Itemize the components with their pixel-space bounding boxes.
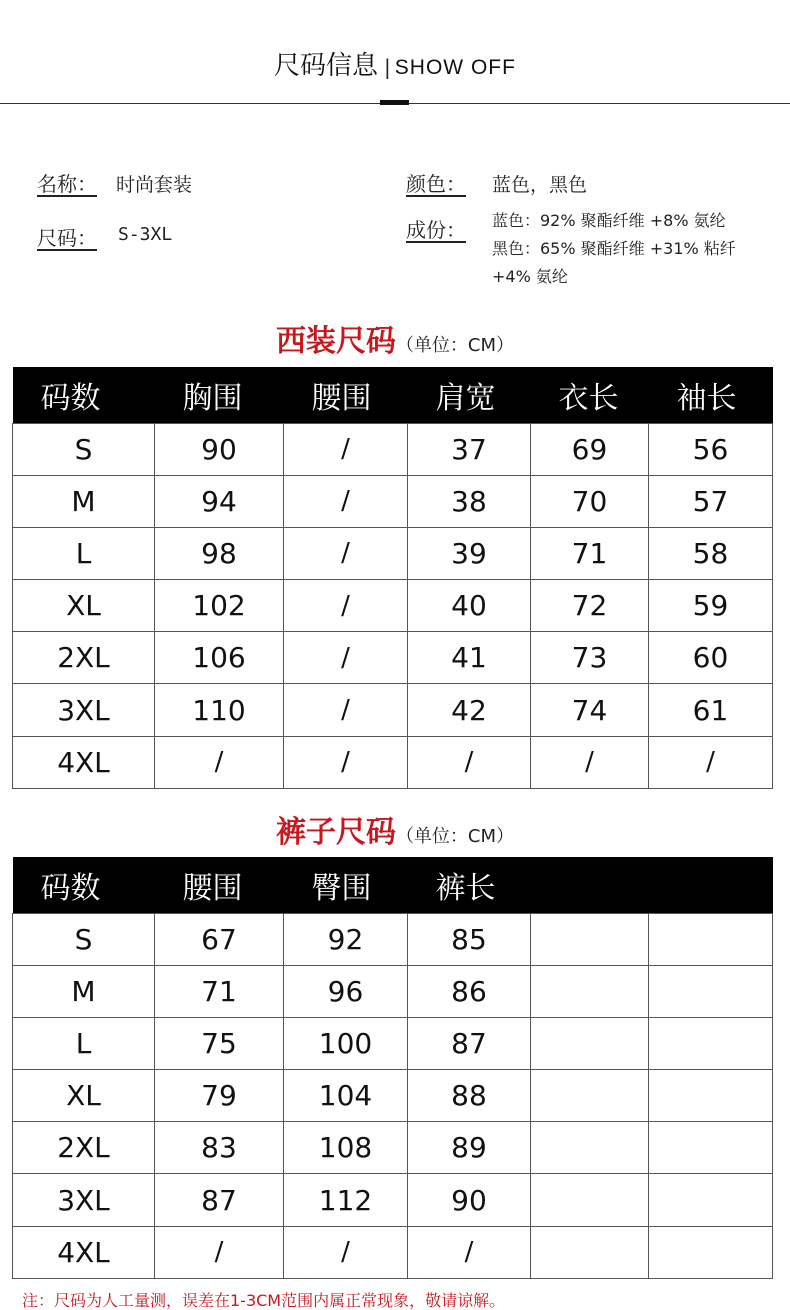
measurement-cell: / (155, 1226, 284, 1278)
table-row (13, 423, 773, 475)
measurement-cell: 72 (531, 580, 649, 632)
measurement-cell: 89 (408, 1122, 531, 1174)
pants-section-title (0, 807, 790, 851)
composition-line-2: 黑色：65% 聚酯纤维 +31% 粘纤 (492, 239, 736, 258)
table-row (13, 1226, 773, 1278)
measurement-cell: 71 (155, 965, 284, 1017)
composition-line-1: 蓝色：92% 聚酯纤维 +8% 氨纶 (492, 211, 726, 230)
name-value: 时尚套装 (116, 174, 193, 196)
measurement-cell (649, 1174, 773, 1226)
measurement-cell: / (284, 684, 408, 736)
size-cell: L (13, 527, 155, 579)
table-row (13, 475, 773, 527)
size-cell: XL (13, 580, 155, 632)
measurement-cell: 61 (649, 684, 773, 736)
column-header (649, 857, 773, 913)
measurement-cell: 108 (284, 1122, 408, 1174)
measurement-cell: / (531, 736, 649, 788)
header-accent-bar (380, 100, 409, 105)
name-label: 名称： (37, 172, 97, 196)
page-title (0, 48, 790, 86)
table-header-row (13, 367, 773, 423)
table-row (13, 1174, 773, 1226)
measurement-cell (649, 1226, 773, 1278)
measurement-cell: 39 (408, 527, 531, 579)
size-cell: 4XL (13, 736, 155, 788)
measurement-cell: 70 (531, 475, 649, 527)
composition-label: 成份： (406, 218, 466, 242)
measurement-cell: 106 (155, 632, 284, 684)
measurement-cell: 42 (408, 684, 531, 736)
measurement-cell: 75 (155, 1017, 284, 1069)
table-row (13, 913, 773, 965)
measurement-cell: 104 (284, 1070, 408, 1122)
composition-line-3: +4% 氨纶 (492, 267, 568, 286)
measurement-cell: / (284, 1226, 408, 1278)
column-header (531, 857, 649, 913)
measurement-cell: / (408, 1226, 531, 1278)
measurement-cell (531, 1070, 649, 1122)
column-header: 衣长 (531, 367, 649, 423)
pants-title: 裤子尺码 (275, 815, 396, 850)
column-header: 胸围 (155, 367, 284, 423)
measurement-cell: 79 (155, 1070, 284, 1122)
size-cell: M (13, 965, 155, 1017)
measurement-cell: 57 (649, 475, 773, 527)
measurement-cell (649, 965, 773, 1017)
size-cell: 3XL (13, 684, 155, 736)
measurement-cell: 37 (408, 423, 531, 475)
measurement-cell: / (284, 475, 408, 527)
measurement-cell: 90 (155, 423, 284, 475)
footnote: 注：尺码为人工量测，误差在1-3CM范围内属正常现象，敬请谅解。 (22, 1291, 506, 1310)
size-cell: S (13, 423, 155, 475)
measurement-cell: 83 (155, 1122, 284, 1174)
measurement-cell (649, 1122, 773, 1174)
measurement-cell: 60 (649, 632, 773, 684)
measurement-cell: 112 (284, 1174, 408, 1226)
table-row (13, 580, 773, 632)
table-row (13, 1017, 773, 1069)
measurement-cell: 85 (408, 913, 531, 965)
size-cell: S (13, 913, 155, 965)
size-cell: 3XL (13, 1174, 155, 1226)
measurement-cell: 69 (531, 423, 649, 475)
measurement-cell: 98 (155, 527, 284, 579)
measurement-cell (531, 1017, 649, 1069)
table-row (13, 965, 773, 1017)
measurement-cell (531, 1226, 649, 1278)
title-main: 尺码信息 (274, 51, 379, 81)
measurement-cell (531, 1122, 649, 1174)
measurement-cell: 88 (408, 1070, 531, 1122)
measurement-cell: 59 (649, 580, 773, 632)
measurement-cell: 38 (408, 475, 531, 527)
measurement-cell: / (284, 736, 408, 788)
measurement-cell: 86 (408, 965, 531, 1017)
table-header-row (13, 857, 773, 913)
measurement-cell: 74 (531, 684, 649, 736)
measurement-cell: 67 (155, 913, 284, 965)
measurement-cell: 58 (649, 527, 773, 579)
table-row (13, 684, 773, 736)
suit-unit: （单位：CM） (395, 335, 515, 356)
measurement-cell: / (649, 736, 773, 788)
table-row (13, 1070, 773, 1122)
size-cell: 4XL (13, 1226, 155, 1278)
color-value: 蓝色，黑色 (492, 174, 588, 196)
table-row (13, 736, 773, 788)
size-cell: 2XL (13, 1122, 155, 1174)
pants-size-table (12, 857, 773, 1279)
column-header: 肩宽 (408, 367, 531, 423)
measurement-cell: 73 (531, 632, 649, 684)
measurement-cell: 41 (408, 632, 531, 684)
measurement-cell: 96 (284, 965, 408, 1017)
measurement-cell: 100 (284, 1017, 408, 1069)
measurement-cell: / (284, 580, 408, 632)
table-row (13, 1122, 773, 1174)
measurement-cell: 90 (408, 1174, 531, 1226)
measurement-cell: 92 (284, 913, 408, 965)
measurement-cell: 110 (155, 684, 284, 736)
table-row (13, 632, 773, 684)
measurement-cell: 71 (531, 527, 649, 579)
measurement-cell (649, 913, 773, 965)
column-header: 腰围 (284, 367, 408, 423)
measurement-cell: 40 (408, 580, 531, 632)
title-separator: | (384, 55, 391, 79)
suit-title: 西装尺码 (275, 324, 396, 359)
page-header (0, 0, 790, 104)
measurement-cell (649, 1070, 773, 1122)
measurement-cell: / (155, 736, 284, 788)
pants-unit: （单位：CM） (395, 826, 515, 847)
column-header: 裤长 (408, 857, 531, 913)
size-cell: 2XL (13, 632, 155, 684)
column-header: 臀围 (284, 857, 408, 913)
measurement-cell: / (408, 736, 531, 788)
measurement-cell: 87 (155, 1174, 284, 1226)
measurement-cell (531, 913, 649, 965)
suit-section-title (0, 316, 790, 360)
color-label: 颜色： (406, 172, 466, 196)
measurement-cell: / (284, 527, 408, 579)
size-value: S-3XL (118, 224, 173, 245)
suit-size-table (12, 367, 773, 789)
column-header: 码数 (13, 857, 155, 913)
measurement-cell: 87 (408, 1017, 531, 1069)
table-row (13, 527, 773, 579)
composition-value (492, 207, 736, 291)
title-subtitle: SHOW OFF (394, 56, 516, 79)
measurement-cell (531, 1174, 649, 1226)
measurement-cell: / (284, 632, 408, 684)
size-cell: XL (13, 1070, 155, 1122)
column-header: 袖长 (649, 367, 773, 423)
measurement-cell: / (284, 423, 408, 475)
column-header: 码数 (13, 367, 155, 423)
measurement-cell (531, 965, 649, 1017)
size-cell: M (13, 475, 155, 527)
measurement-cell: 102 (155, 580, 284, 632)
measurement-cell: 94 (155, 475, 284, 527)
measurement-cell (649, 1017, 773, 1069)
size-cell: L (13, 1017, 155, 1069)
column-header: 腰围 (155, 857, 284, 913)
measurement-cell: 56 (649, 423, 773, 475)
size-label: 尺码： (37, 226, 97, 250)
